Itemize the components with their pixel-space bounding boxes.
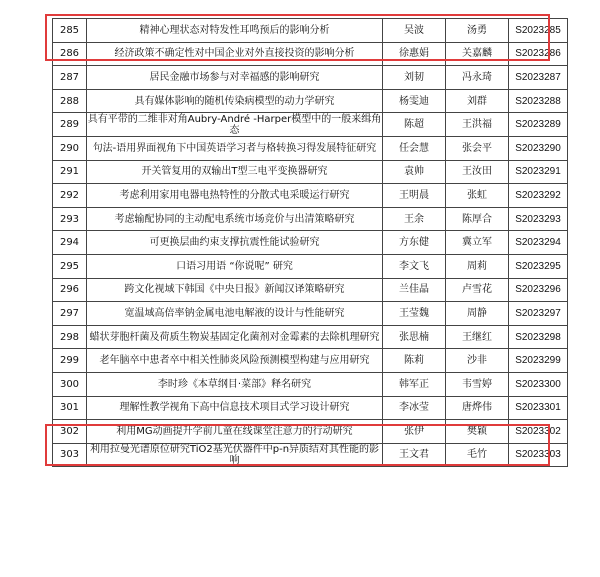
project-id: S2023287 <box>509 66 568 90</box>
student-name: 李文飞 <box>383 254 446 278</box>
project-title: 可更换层曲约束支撑抗震性能试验研究 <box>87 231 383 255</box>
advisor-name: 陈厚合 <box>446 207 509 231</box>
row-number: 293 <box>53 207 87 231</box>
project-title: 口语习用语 “你说呢” 研究 <box>87 254 383 278</box>
student-name: 陈超 <box>383 113 446 137</box>
row-number: 290 <box>53 136 87 160</box>
row-number: 300 <box>53 372 87 396</box>
student-name: 王明晨 <box>383 184 446 208</box>
highlight-box-row-299 <box>45 424 550 466</box>
project-id: S2023285 <box>509 19 568 43</box>
student-name: 王余 <box>383 207 446 231</box>
project-title: 蜡状芽胞杆菌及荷质生物炭基固定化菌剂对金霉素的去除机理研究 <box>87 325 383 349</box>
table-row <box>53 160 568 184</box>
advisor-name: 王汝田 <box>446 160 509 184</box>
student-name: 王莹魏 <box>383 302 446 326</box>
row-number: 285 <box>53 19 87 43</box>
advisor-name: 樊颖 <box>446 420 509 444</box>
project-id: S2023288 <box>509 89 568 113</box>
project-title: 居民金融市场参与对幸福感的影响研究 <box>87 66 383 90</box>
table-row <box>53 372 568 396</box>
table-row <box>53 89 568 113</box>
advisor-name: 冀立军 <box>446 231 509 255</box>
table-row <box>53 113 568 137</box>
project-id: S2023294 <box>509 231 568 255</box>
row-number: 287 <box>53 66 87 90</box>
project-id: S2023303 <box>509 443 568 467</box>
student-name: 杨雯迪 <box>383 89 446 113</box>
project-id: S2023291 <box>509 160 568 184</box>
table-row <box>53 396 568 420</box>
project-id: S2023301 <box>509 396 568 420</box>
student-name: 任会慧 <box>383 136 446 160</box>
project-table <box>52 18 568 467</box>
table-row <box>53 325 568 349</box>
project-id: S2023297 <box>509 302 568 326</box>
advisor-name: 张虹 <box>446 184 509 208</box>
row-number: 299 <box>53 349 87 373</box>
project-id: S2023289 <box>509 113 568 137</box>
row-number: 297 <box>53 302 87 326</box>
advisor-name: 卢雪花 <box>446 278 509 302</box>
advisor-name: 汤勇 <box>446 19 509 43</box>
table-row <box>53 302 568 326</box>
project-id: S2023300 <box>509 372 568 396</box>
student-name: 刘韧 <box>383 66 446 90</box>
advisor-name: 王继红 <box>446 325 509 349</box>
row-number: 303 <box>53 443 87 467</box>
table-row <box>53 207 568 231</box>
advisor-name: 毛竹 <box>446 443 509 467</box>
row-number: 296 <box>53 278 87 302</box>
table-row <box>53 184 568 208</box>
project-title: 考虑输配协同的主动配电系统市场竞价与出清策略研究 <box>87 207 383 231</box>
row-number: 291 <box>53 160 87 184</box>
project-id: S2023299 <box>509 349 568 373</box>
student-name: 吴波 <box>383 19 446 43</box>
student-name: 李冰莹 <box>383 396 446 420</box>
project-title: 具有媒体影响的随机传染病模型的动力学研究 <box>87 89 383 113</box>
advisor-name: 王洪福 <box>446 113 509 137</box>
table-row <box>53 231 568 255</box>
advisor-name: 韦雪婷 <box>446 372 509 396</box>
row-number: 292 <box>53 184 87 208</box>
project-title: 利用MG动画提升学前儿童在线课堂注意力的行动研究 <box>87 420 383 444</box>
student-name: 兰佳晶 <box>383 278 446 302</box>
row-number: 294 <box>53 231 87 255</box>
row-number: 286 <box>53 42 87 66</box>
student-name: 张伊 <box>383 420 446 444</box>
project-title: 理解性教学视角下高中信息技术项目式学习设计研究 <box>87 396 383 420</box>
student-name: 袁帅 <box>383 160 446 184</box>
project-title: 跨文化视域下韩国《中央日报》新闻汉译策略研究 <box>87 278 383 302</box>
project-title: 经济政策不确定性对中国企业对外直接投资的影响分析 <box>87 42 383 66</box>
project-id: S2023292 <box>509 184 568 208</box>
highlight-box-row-285 <box>45 14 550 61</box>
table-row <box>53 349 568 373</box>
table-row <box>53 254 568 278</box>
table-row <box>53 136 568 160</box>
project-title: 老年脑卒中患者卒中相关性肺炎风险预测模型构建与应用研究 <box>87 349 383 373</box>
project-title: 精神心理状态对特发性耳鸣预后的影响分析 <box>87 19 383 43</box>
project-title: 具有平带的二维非对角Aubry-André -Harper模型中的一般来缉角态 <box>87 113 382 136</box>
project-id: S2023298 <box>509 325 568 349</box>
advisor-name: 关嘉麟 <box>446 42 509 66</box>
project-id: S2023286 <box>509 42 568 66</box>
student-name: 张思楠 <box>383 325 446 349</box>
row-number: 302 <box>53 420 87 444</box>
student-name: 韩军正 <box>383 372 446 396</box>
project-id: S2023295 <box>509 254 568 278</box>
advisor-name: 周静 <box>446 302 509 326</box>
table-row <box>53 278 568 302</box>
project-title: 李时珍《本草纲目·菜部》释名研究 <box>87 372 383 396</box>
project-title: 宽温域高倍率钠金属电池电解液的设计与性能研究 <box>87 302 383 326</box>
project-title: 利用拉曼光谱原位研究TiO2基光伏器件中p-n异质结对其性能的影响 <box>87 443 383 467</box>
student-name: 陈莉 <box>383 349 446 373</box>
row-number: 298 <box>53 325 87 349</box>
advisor-name: 冯永琦 <box>446 66 509 90</box>
project-id: S2023290 <box>509 136 568 160</box>
advisor-name: 刘群 <box>446 89 509 113</box>
student-name: 方东健 <box>383 231 446 255</box>
row-number: 288 <box>53 89 87 113</box>
row-number: 295 <box>53 254 87 278</box>
advisor-name: 周莉 <box>446 254 509 278</box>
project-id: S2023293 <box>509 207 568 231</box>
project-id: S2023296 <box>509 278 568 302</box>
student-name: 徐惠娟 <box>383 42 446 66</box>
advisor-name: 唐烨伟 <box>446 396 509 420</box>
advisor-name: 张会平 <box>446 136 509 160</box>
project-id: S2023302 <box>509 420 568 444</box>
project-title: 句法-语用界面视角下中国英语学习者与格转换习得发展特征研究 <box>87 136 383 160</box>
student-name: 王文君 <box>383 443 446 467</box>
table-row <box>53 66 568 90</box>
row-number: 301 <box>53 396 87 420</box>
project-title: 考虑利用家用电器电热特性的分散式电采暖运行研究 <box>87 184 383 208</box>
row-number: 289 <box>53 113 87 137</box>
table-body <box>53 19 568 467</box>
advisor-name: 沙非 <box>446 349 509 373</box>
project-title: 开关管复用的双输出T型三电平变换器研究 <box>87 160 383 184</box>
